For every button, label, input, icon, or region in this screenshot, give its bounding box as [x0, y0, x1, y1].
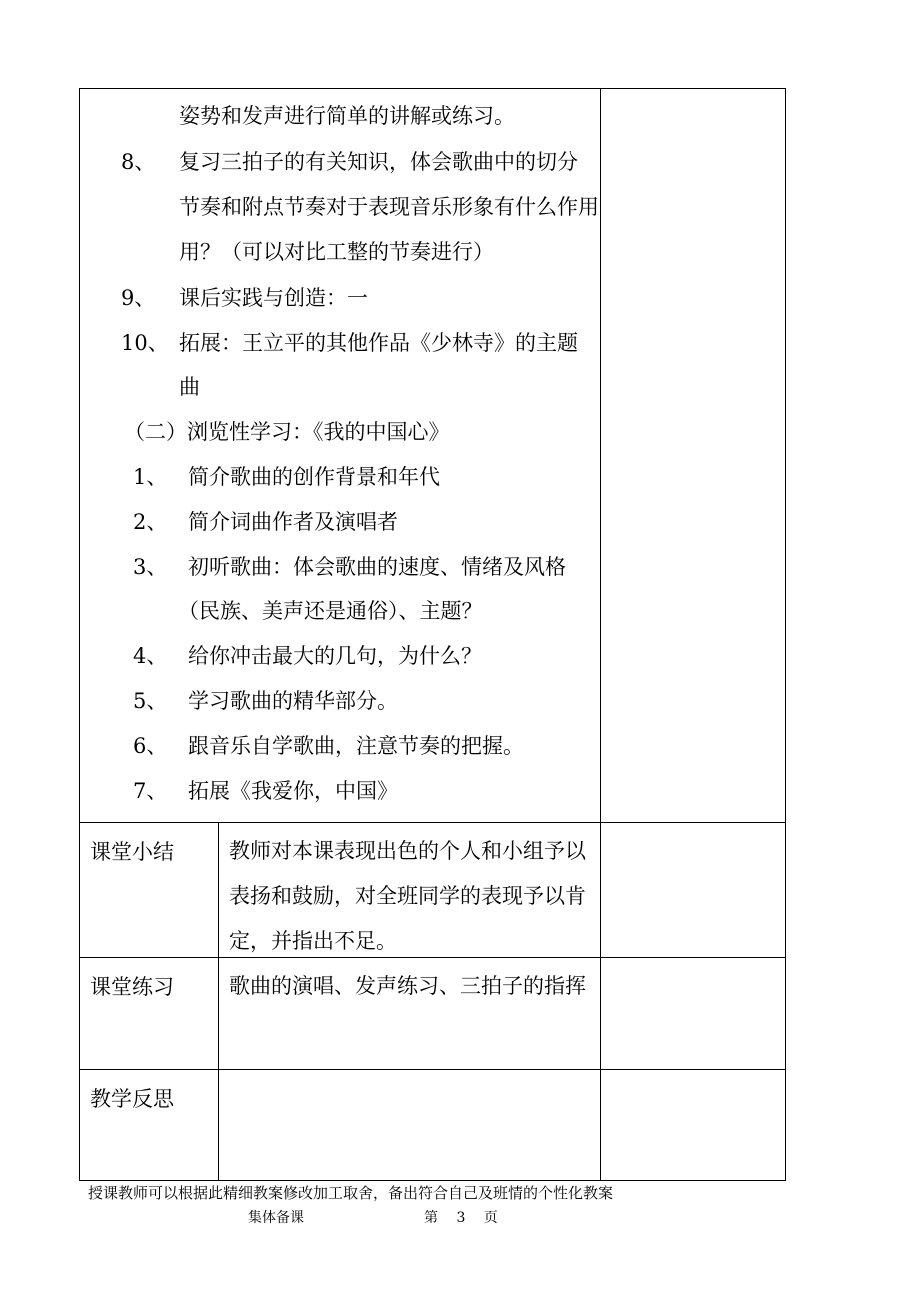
practice-label: 课堂练习 — [90, 975, 174, 999]
practice-row — [80, 958, 786, 1070]
reflection-label: 教学反思 — [90, 1087, 174, 1111]
item-1-number: 1、 — [133, 465, 168, 489]
item-3-line-1: 初听歌曲：体会歌曲的速度、情绪及风格 — [188, 555, 566, 579]
reflection-row — [80, 1070, 786, 1181]
step-9-number: 9、 — [121, 286, 156, 310]
item-5-text: 学习歌曲的精华部分。 — [188, 689, 398, 713]
reflection-content-cell — [219, 1070, 601, 1181]
lesson-plan-table — [79, 88, 786, 1181]
item-4-text: 给你冲击最大的几句，为什么？ — [188, 644, 482, 668]
notes-cell-3 — [601, 958, 786, 1070]
item-2-number: 2、 — [133, 510, 168, 534]
lesson-steps-cell — [80, 89, 601, 823]
content-row — [80, 89, 786, 823]
summary-row — [80, 823, 786, 958]
section-heading: （二）浏览性学习：《我的中国心》 — [124, 420, 450, 444]
item-5-number: 5、 — [133, 689, 168, 713]
reflection-label-cell — [80, 1070, 219, 1181]
step-8-line-3: 用？（可以对比工整的节奏进行） — [179, 240, 494, 264]
practice-content-cell — [219, 958, 601, 1070]
item-7-text: 拓展《我爱你，中国》 — [188, 779, 398, 803]
item-3-number: 3、 — [133, 555, 168, 579]
summary-label: 课堂小结 — [90, 840, 174, 864]
page-number: 第 3 页 — [424, 1210, 498, 1226]
item-3-line-2: （民族、美声还是通俗）、主题？ — [178, 599, 483, 623]
item-6-number: 6、 — [133, 734, 168, 758]
step-8-line-1: 复习三拍子的有关知识，体会歌曲中的切分 — [179, 150, 578, 174]
step-10-number: 10、 — [121, 331, 169, 355]
step-8-line-2: 节奏和附点节奏对于表现音乐形象有什么作用 — [179, 195, 599, 219]
item-7-number: 7、 — [133, 779, 168, 803]
summary-content-cell — [219, 823, 601, 958]
summary-label-cell — [80, 823, 219, 958]
step-9-text: 课后实践与创造：一 — [179, 286, 368, 310]
footer-label: 集体备课 — [248, 1210, 304, 1226]
notes-cell-2 — [601, 823, 786, 958]
step-8-number: 8、 — [121, 150, 156, 174]
item-4-number: 4、 — [133, 644, 168, 668]
footer-note: 授课教师可以根据此精细教案修改加工取舍，备出符合自己及班情的个性化教案 — [88, 1184, 614, 1202]
item-6-text: 跟音乐自学歌曲，注意节奏的把握。 — [188, 734, 524, 758]
step-7-continuation: 姿势和发声进行简单的讲解或练习。 — [179, 104, 515, 128]
item-1-text: 简介歌曲的创作背景和年代 — [188, 465, 440, 489]
step-10-line-2: 曲 — [179, 375, 200, 399]
practice-label-cell — [80, 958, 219, 1070]
notes-cell-4 — [601, 1070, 786, 1181]
practice-text: 歌曲的演唱、发声练习、三拍子的指挥 — [229, 974, 586, 998]
item-2-text: 简介词曲作者及演唱者 — [188, 510, 398, 534]
step-10-line-1: 拓展：王立平的其他作品《少林寺》的主题 — [179, 331, 578, 355]
notes-cell-1 — [601, 89, 786, 823]
summary-text: 教师对本课表现出色的个人和小组予以表扬和鼓励，对全班同学的表现予以肯定，并指出不足。 — [229, 839, 586, 953]
